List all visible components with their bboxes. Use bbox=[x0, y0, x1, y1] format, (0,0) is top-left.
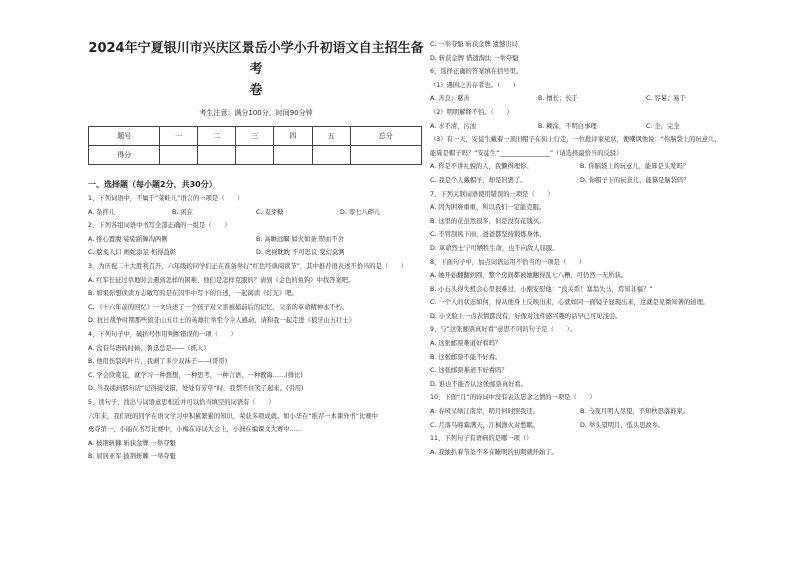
option: A. 水不清，污浊 bbox=[430, 122, 476, 130]
option: B. 小石头得失机会心里很难过，小刚安慰他：“没关系！塞翁失马，焉知非福？” bbox=[430, 285, 653, 293]
score-cell bbox=[198, 146, 236, 165]
question-3: 3、为庆祝二十大胜利召开，六年级的同学们正在准备举行“红色经典阅读节”，其中推荐语表述不恰当的是（ ） bbox=[88, 262, 408, 270]
question-8: 8、下面句子中，加点词语运用不恰当的一项是（ ） bbox=[430, 258, 586, 266]
score-cell bbox=[274, 146, 312, 165]
question-10-options bbox=[430, 419, 730, 433]
option: D. 你帽子下的玩意儿，能算是脑袋吗？ bbox=[580, 176, 690, 184]
option: D. 当我读到那句话“记得接受错，处处有芳草”时，我禁不住笑了起来。(引用) bbox=[88, 385, 304, 393]
question-6-3: （3）有一天，安徒生戴着一顶旧帽子在街上行走，一位批评家见状，便嘲讽他说：“你脑袋上的玩意儿， bbox=[430, 136, 721, 144]
option: B. 你脑袋上的玩意儿，能算是头发吗？ bbox=[580, 163, 690, 171]
question-6: 6、选择正确的答案填在括号里。 bbox=[430, 68, 523, 76]
score-cell bbox=[236, 146, 274, 165]
option: D. 小文脸上一点表情都没有，好像对这件感兴趣的话早已可见浅尝。 bbox=[430, 312, 622, 320]
option: D. 革命烈士宁可牺牲生命，也不向敌人屈服。 bbox=[430, 244, 559, 252]
score-header-cell: 二 bbox=[198, 127, 236, 146]
option: C. 一个人的状态如何，得从他身上反映出来，心就如同一面镜子显现出来，这就是见微知著的道理。 bbox=[430, 299, 710, 307]
option: C. 全，完全 bbox=[646, 122, 680, 130]
question-7: 7、下列关联词语使用错误的一项是（ ） bbox=[430, 190, 554, 198]
option: C. 一举夺魁 斩获金牌 遗憾出局 bbox=[430, 41, 518, 48]
option: B. 如果你想读读方志敏写的是在囚牢中写下的自述，一起阅读《灯光》吧。 bbox=[88, 290, 298, 298]
question-1-options bbox=[88, 206, 424, 220]
question-2: 2、下列各组词语中书写全部正确的一组是（ ） bbox=[88, 222, 231, 230]
exam-notice: 考生注意：满分100分，时间90分钟 bbox=[199, 109, 313, 117]
score-row-label: 得分 bbox=[89, 146, 160, 165]
score-header-cell: 四 bbox=[274, 127, 312, 146]
option: B. 擅长；长于 bbox=[538, 95, 578, 103]
score-cell bbox=[160, 146, 198, 165]
option: A. 这张邮票难道好看吗？ bbox=[430, 340, 502, 348]
question-2-options bbox=[88, 246, 424, 260]
option: C. 麦芽糖 bbox=[256, 208, 284, 216]
option: D. 抗日战争时期那些狼牙山五壮士的英雄壮举至今令人感动，请和我一起走进《狼牙山五壮士》 bbox=[88, 317, 356, 325]
question-6-3-cont: 能算是帽子吗？”安徒生“________________”（请选择最恰当的反驳） bbox=[430, 149, 623, 157]
option: C. 学会欣赏花，就学习一种想想，一种思考，一种言语，一种教诲……(排比) bbox=[88, 371, 303, 379]
option: A. 推心置腹 娑娑蹈舞沟两侧 bbox=[88, 235, 168, 243]
score-header-cell: 三 bbox=[236, 127, 274, 146]
title-line-1: 2024年宁夏银川市兴庆区景岳小学小升初语文自主招生备考 bbox=[88, 41, 424, 77]
score-table-header-row bbox=[89, 127, 422, 146]
option: C. 这张邮票难道不好看吗？ bbox=[430, 367, 508, 375]
option: C. 容易；易于 bbox=[646, 95, 686, 103]
question-4: 4、下列句子中，破折号作用判断错误的一项（ ） bbox=[88, 330, 237, 338]
question-5-passage: 勇夺第一，小丽在书写比赛中，小梅在诗词大会上，小洲在编课文大赛中…… bbox=[88, 426, 303, 434]
score-table bbox=[88, 126, 422, 165]
option: B. 他用伤裂的叶片，我剥了多少双袜子——(哥哥) bbox=[88, 358, 228, 366]
score-header-cell: 五 bbox=[312, 127, 350, 146]
option: A. 她开始翻翻到圆，整个房间都被她翻得乱七八糟，可仍然一无所获。 bbox=[430, 272, 628, 280]
question-6-3-options bbox=[430, 160, 730, 174]
option: C. 不管刮风下雨，爸爸都坚持锻炼身体。 bbox=[430, 231, 546, 239]
title-line-2: 卷 bbox=[249, 83, 263, 98]
option: C. 我是个人戴帽子，却是旧罢了。 bbox=[430, 176, 527, 184]
option: B. 闲在 bbox=[172, 208, 193, 216]
score-cell bbox=[350, 146, 421, 165]
exam-title bbox=[88, 38, 424, 101]
option: B. 这张邮票不能不好看。 bbox=[430, 353, 502, 361]
option: A. 因为困难重重，所以我们一定能克服。 bbox=[430, 204, 546, 212]
option: B. 屈居亚军 披荆斩棘 一举夺魁 bbox=[88, 453, 176, 461]
option: A. 我抽扒着节荃不多在睡明的初期就开始了。 bbox=[430, 448, 558, 456]
option: D. 举头望明月，低头思故乡。 bbox=[580, 421, 665, 429]
question-11: 11、下列句子有语病的是哪一项（） bbox=[430, 435, 533, 443]
question-10: 10、下面“月”的诗词中没有表达思念之情的一项是（ ） bbox=[430, 394, 596, 402]
right-column bbox=[430, 0, 730, 459]
option: A. 春风又绿江南岸，明月何时照我还。 bbox=[430, 408, 539, 416]
score-header-cell: 题号 bbox=[89, 127, 160, 146]
score-header-cell: 总分 bbox=[350, 127, 421, 146]
question-9: 9、与“这张邮票真好看”意思不同的句子是（ ）。 bbox=[430, 326, 576, 334]
option: A. 杂拌儿 bbox=[88, 208, 116, 216]
question-6-1-options bbox=[430, 92, 730, 106]
option: C. 《十六年前的回忆》一文诗述了一个孩子对父亲被捕前后的记忆，父亲的革命精神永不朽。 bbox=[88, 303, 349, 311]
question-5-passage: 六年来，我们班的同学在语文学习中积累繁累的知识，荣获多项成就。如小华在“推荐一本课外书”比赛中 bbox=[88, 412, 378, 420]
option: C. 脍炙人口 画蛇添足 相得益彰 bbox=[88, 249, 176, 257]
option: B. 这里的花虽然很多，但是没有花钱买。 bbox=[430, 217, 546, 225]
option: B. 糊涂，不明白事理 bbox=[538, 122, 597, 130]
question-1: 1、下列词语中，不属于“菜畦儿”语言的一项是（ ） bbox=[88, 195, 244, 202]
left-column bbox=[88, 0, 424, 464]
option: A. 没有鸟语的时候，鲁迅总是——（抓人） bbox=[88, 344, 210, 352]
option: A. 善良；慈善 bbox=[430, 95, 470, 103]
question-6-2-options bbox=[430, 120, 730, 134]
option: A. 红军长征过草地时会遇到怎样的困难，他们是怎样克服的？请到《金色的鱼钩》中找答案吧。 bbox=[88, 276, 355, 284]
score-cell bbox=[312, 146, 350, 165]
question-6-3-options bbox=[430, 174, 730, 188]
question-10-options bbox=[430, 405, 730, 419]
option: A. 你是不讲礼貌的人，我懒得理你。 bbox=[430, 163, 533, 171]
option: B. 今夜月明人尽望，不知秋思落谁家。 bbox=[580, 408, 690, 416]
option: D. 斩获金牌 惜遗淘汰 一举夺魁 bbox=[430, 54, 519, 62]
question-6-2: （2）明明解释不怕。（ ） bbox=[430, 108, 513, 116]
question-5: 5、读句子，找出与词语意思相近并可以恰当填空的词语有（ ） bbox=[88, 398, 275, 406]
option: D. 谁也不能否认这张邮票真好看。 bbox=[430, 380, 528, 388]
option: D. 零七八碎儿 bbox=[340, 208, 381, 216]
score-table-score-row bbox=[89, 146, 422, 165]
question-6-1: （1）遇困之善存者也。（ ） bbox=[430, 81, 520, 89]
option: B. 高瞻远瞩 如火如荼 锲而不舍 bbox=[256, 235, 344, 243]
section-title: 一、选择题（每小题2分，共30分） bbox=[88, 180, 217, 189]
question-2-options bbox=[88, 233, 424, 247]
option: D. 虎视眈眈 不可思议 变幻莫测 bbox=[256, 249, 345, 257]
score-header-cell: 一 bbox=[160, 127, 198, 146]
option: C. 月落乌啼霜满天，江枫渔火对愁眠。 bbox=[430, 421, 540, 429]
option: A. 披荆斩棘 斩获金牌 一举夺魁 bbox=[88, 439, 176, 447]
